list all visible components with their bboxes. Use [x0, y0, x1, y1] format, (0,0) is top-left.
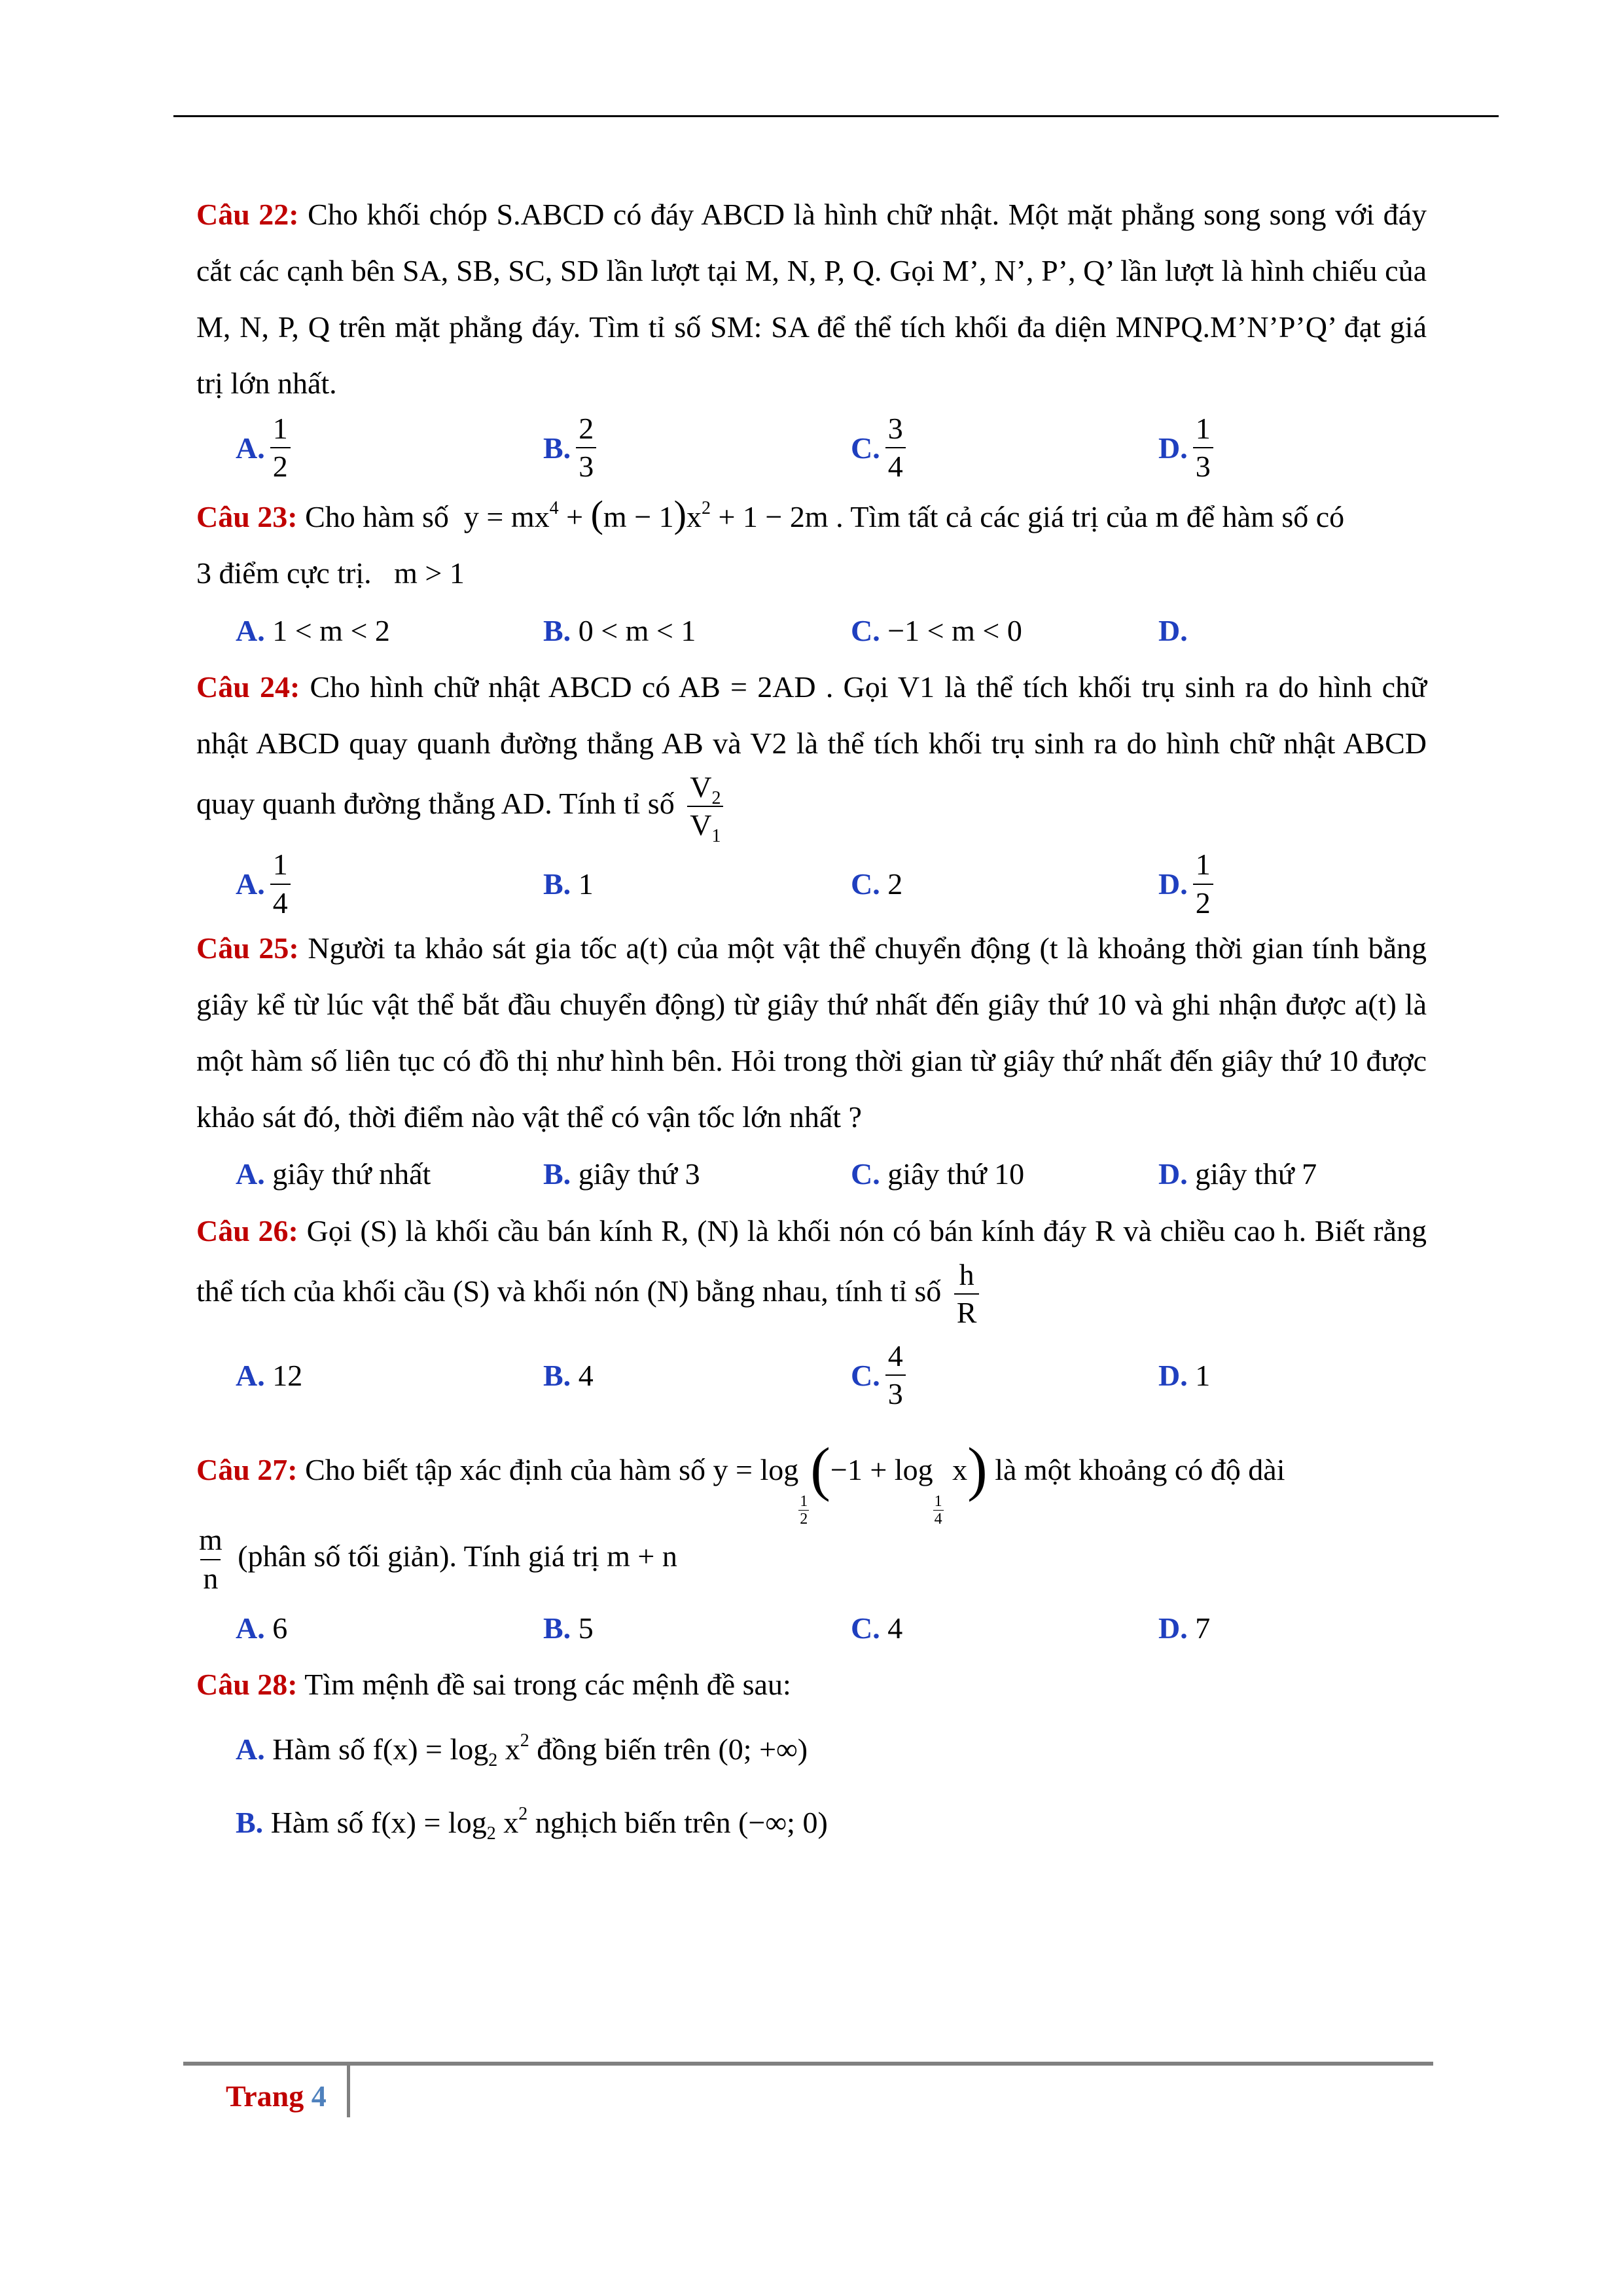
exponent: 4 — [549, 498, 559, 518]
log-base — [798, 1494, 809, 1527]
option-c[interactable] — [851, 1145, 1024, 1203]
formula-part: y = mx — [463, 500, 550, 533]
option-c[interactable] — [851, 412, 911, 484]
formula: m > 1 — [394, 556, 465, 590]
option-letter: D. — [1158, 1611, 1188, 1645]
fraction — [885, 1340, 906, 1410]
option-letter: D. — [1158, 1358, 1188, 1392]
option-a[interactable] — [236, 1713, 1427, 1786]
option-value: giây thứ 7 — [1195, 1157, 1317, 1191]
question-label: Câu 23: — [196, 500, 298, 533]
exponent: 2 — [701, 498, 711, 518]
log-base — [933, 1494, 944, 1527]
question-text: Gọi (S) là khối cầu bán kính R, (N) là khối nón có bán kính đáy R và chiều cao h. Biết rằng thể tích của khối cầu (S) và khối nón (N) bằng nhau, tính tỉ số — [196, 1213, 1427, 1308]
options-24 — [196, 848, 1427, 920]
denominator: R — [954, 1293, 980, 1329]
formula-part: m − 1 — [603, 500, 674, 533]
option-value: giây thứ 3 — [578, 1157, 700, 1191]
option-d[interactable] — [1158, 848, 1219, 920]
option-letter: B. — [543, 613, 571, 647]
question-label: Câu 25: — [196, 931, 299, 965]
options-22 — [196, 412, 1427, 484]
option-value: 12 — [272, 1358, 303, 1392]
option-letter: A. — [236, 431, 265, 465]
denominator: 2 — [270, 447, 291, 482]
question-label: Câu 27: — [196, 1453, 298, 1487]
options-26 — [196, 1339, 1427, 1411]
fraction — [270, 413, 291, 483]
option-letter: C. — [851, 1157, 880, 1191]
question-text: Người ta khảo sát gia tốc a(t) của một vật thể chuyển động (t là khoảng thời gian tính bằng giây kể từ lúc vật thể bắt đầu chuyển động) từ giây thứ nhất đến giây thứ 10 và ghi nhận được a(t) là một hàm số liên tục có đồ thị như hình bên. Hỏi trong thời gian từ giây thứ nhất đến giây thứ 10 được khảo sát đó, thời điểm nào vật thể có vận tốc lớn nhất ? — [196, 931, 1427, 1134]
subscript: 1 — [711, 826, 721, 847]
question-27 — [196, 1418, 1427, 1527]
option-letter: B. — [543, 431, 571, 465]
question-26 — [196, 1203, 1427, 1329]
option-letter: B. — [236, 1806, 264, 1840]
fraction — [196, 1524, 225, 1594]
formula: y = log $\frac{1}{2}$ (−1 + log $\frac{1}{4}$ x) — [713, 1435, 988, 1528]
formula-part: + — [558, 500, 591, 533]
numerator: 1 — [272, 848, 288, 882]
fraction — [576, 413, 596, 483]
option-letter: A. — [236, 867, 265, 901]
question-text: . Tìm tất cả các giá trị của m để hàm số có — [836, 500, 1345, 533]
denominator: 4 — [885, 447, 906, 482]
option-a[interactable] — [236, 601, 390, 659]
formula-part: x — [495, 1806, 519, 1840]
page-number — [226, 2079, 327, 2113]
formula-part: f(x) = log — [372, 1732, 489, 1767]
option-letter: A. — [236, 1732, 265, 1767]
option-letter: C. — [851, 431, 880, 465]
denominator: 3 — [576, 447, 596, 482]
options-23 — [196, 601, 1427, 659]
option-b[interactable] — [543, 1599, 594, 1657]
question-25 — [196, 920, 1427, 1145]
fraction — [270, 849, 291, 919]
option-c[interactable] — [851, 848, 902, 920]
option-value: giây thứ 10 — [887, 1157, 1025, 1191]
options-27 — [196, 1599, 1427, 1657]
fraction — [1193, 849, 1213, 919]
question-text: Cho biết tập xác định của hàm số — [305, 1453, 706, 1487]
numerator: h — [959, 1257, 974, 1291]
option-text: Hàm số — [270, 1806, 364, 1840]
question-text: là một khoảng có độ dài — [995, 1453, 1285, 1487]
option-value: 5 — [578, 1611, 594, 1645]
option-value: 7 — [1195, 1611, 1211, 1645]
option-text: đồng biến trên — [537, 1732, 711, 1767]
denominator: 4 — [270, 884, 291, 919]
option-d[interactable] — [1158, 1145, 1317, 1203]
denominator: 3 — [1193, 447, 1213, 482]
question-text: (phân số tối giản). Tính giá trị m + n — [238, 1539, 677, 1573]
interval: (0; +∞) — [718, 1732, 808, 1767]
question-label: Câu 26: — [196, 1213, 298, 1247]
base-numerator: 1 — [934, 1493, 942, 1511]
option-b[interactable] — [543, 848, 594, 920]
option-a[interactable] — [236, 1339, 302, 1411]
exponent: 2 — [518, 1804, 528, 1825]
option-value: −1 < m < 0 — [887, 613, 1022, 647]
subscript: 2 — [711, 788, 721, 808]
option-d[interactable] — [1158, 412, 1219, 484]
numerator: 1 — [1195, 411, 1211, 445]
option-b[interactable] — [543, 601, 696, 659]
numerator: 1 — [272, 411, 288, 445]
question-label: Câu 28: — [196, 1668, 298, 1702]
formula-part: f(x) = log — [371, 1806, 487, 1840]
option-letter: C. — [851, 867, 880, 901]
header-rule — [173, 115, 1499, 117]
footer-divider — [347, 2062, 350, 2117]
question-label: Câu 22: — [196, 198, 299, 231]
option-text: nghịch biến trên — [535, 1806, 731, 1840]
option-d[interactable] — [1158, 1339, 1210, 1411]
denominator: 3 — [885, 1374, 906, 1410]
option-letter: B. — [543, 1157, 571, 1191]
option-c[interactable] — [851, 601, 1022, 659]
option-value: 1 — [1195, 1358, 1211, 1392]
options-25 — [196, 1145, 1427, 1203]
exponent: 2 — [520, 1731, 529, 1751]
page-num: 4 — [311, 2079, 327, 2113]
formula-part: y = log — [713, 1453, 799, 1487]
option-b[interactable] — [543, 1339, 594, 1411]
denominator: n — [200, 1559, 221, 1594]
fraction — [885, 413, 906, 483]
question-text: Tìm mệnh đề sai trong các mệnh đề sau: — [304, 1668, 791, 1702]
option-letter: D. — [1158, 1157, 1188, 1191]
numerator: 1 — [1195, 848, 1211, 882]
base-denominator: 2 — [800, 1511, 808, 1528]
option-letter: A. — [236, 613, 265, 647]
option-value: 1 — [578, 867, 594, 901]
option-letter: C. — [851, 1611, 880, 1645]
formula-part: x — [497, 1732, 520, 1767]
option-a[interactable] — [236, 1145, 431, 1203]
denominator: V — [690, 808, 712, 842]
option-letter: D. — [1158, 867, 1188, 901]
numerator: 3 — [887, 411, 903, 445]
option-letter: B. — [543, 1358, 571, 1392]
question-label: Câu 24: — [196, 670, 300, 704]
page-content — [196, 187, 1427, 1859]
option-c[interactable] — [851, 1599, 902, 1657]
interval: (−∞; 0) — [738, 1806, 828, 1840]
option-letter: D. — [1158, 613, 1188, 647]
formula-part: x — [686, 500, 702, 533]
formula-part: + 1 − 2m — [710, 500, 829, 533]
option-a[interactable] — [236, 412, 296, 484]
option-b[interactable] — [543, 1145, 700, 1203]
numerator: m — [199, 1523, 223, 1557]
footer-rule — [183, 2062, 1433, 2066]
question-text: 3 điểm cực trị. — [196, 556, 372, 590]
question-text: Cho hình chữ nhật ABCD có AB = 2AD . Gọi V1 là thể tích khối trụ sinh ra do hình chữ nhật ABCD quay quanh đường thẳng AB và V2 là thể tích khối trụ sinh ra do hình chữ nhật ABCD quay quanh đường thẳng AD. Tính tỉ số — [196, 670, 1427, 820]
formula-part: −1 + log — [830, 1453, 933, 1487]
option-value: 6 — [272, 1611, 288, 1645]
subscript: 2 — [488, 1750, 498, 1771]
question-23 — [196, 486, 1427, 601]
ratio-fraction — [954, 1259, 980, 1329]
formula: $y = mx^4 + (m - 1)x^2 + 1 - 2m$ — [463, 493, 829, 535]
option-a[interactable] — [236, 1599, 287, 1657]
question-24 — [196, 659, 1427, 847]
denominator: 2 — [1193, 884, 1213, 919]
option-a[interactable] — [236, 848, 296, 920]
subscript: 2 — [486, 1823, 496, 1844]
ratio-fraction — [687, 770, 723, 847]
option-letter: C. — [851, 613, 880, 647]
numerator: V — [690, 770, 712, 804]
base-denominator: 4 — [934, 1511, 942, 1528]
question-22 — [196, 187, 1427, 412]
option-letter: A. — [236, 1157, 265, 1191]
option-c[interactable] — [851, 1339, 911, 1411]
question-text: Cho hàm số — [305, 500, 449, 533]
page-word: Trang — [226, 2079, 304, 2113]
question-text: Cho khối chóp S.ABCD có đáy ABCD là hình chữ nhật. Một mặt phẳng song song với đáy cắt các cạnh bên SA, SB, SC, SD lần lượt tại M, N, P, Q. Gọi M’, N’, P’, Q’ lần lượt là hình chiếu của M, N, P, Q trên mặt phẳng đáy. Tìm tỉ số SM: SA để thể tích khối đa diện MNPQ.M’N’P’Q’ đạt giá trị lớn nhất. — [196, 198, 1427, 400]
option-d[interactable] — [1158, 1599, 1210, 1657]
option-b[interactable] — [543, 412, 601, 484]
numerator: 4 — [887, 1338, 903, 1372]
option-text: Hàm số — [272, 1732, 366, 1767]
option-d[interactable] — [1158, 601, 1195, 659]
base-numerator: 1 — [800, 1493, 808, 1511]
option-value: 0 < m < 1 — [578, 613, 696, 647]
option-value: giây thứ nhất — [272, 1157, 431, 1191]
option-letter: A. — [236, 1611, 265, 1645]
question-28 — [196, 1657, 1427, 1713]
option-value: 2 — [887, 867, 903, 901]
option-letter: B. — [543, 867, 571, 901]
option-letter: A. — [236, 1358, 265, 1392]
option-letter: B. — [543, 1611, 571, 1645]
option-letter: C. — [851, 1358, 880, 1392]
option-value: 4 — [578, 1358, 594, 1392]
option-value: 4 — [887, 1611, 903, 1645]
option-letter: D. — [1158, 431, 1188, 465]
fraction — [1193, 413, 1213, 483]
formula-part: x — [944, 1453, 968, 1487]
option-value: 1 < m < 2 — [272, 613, 390, 647]
option-b[interactable] — [236, 1786, 1427, 1859]
numerator: 2 — [579, 411, 594, 445]
